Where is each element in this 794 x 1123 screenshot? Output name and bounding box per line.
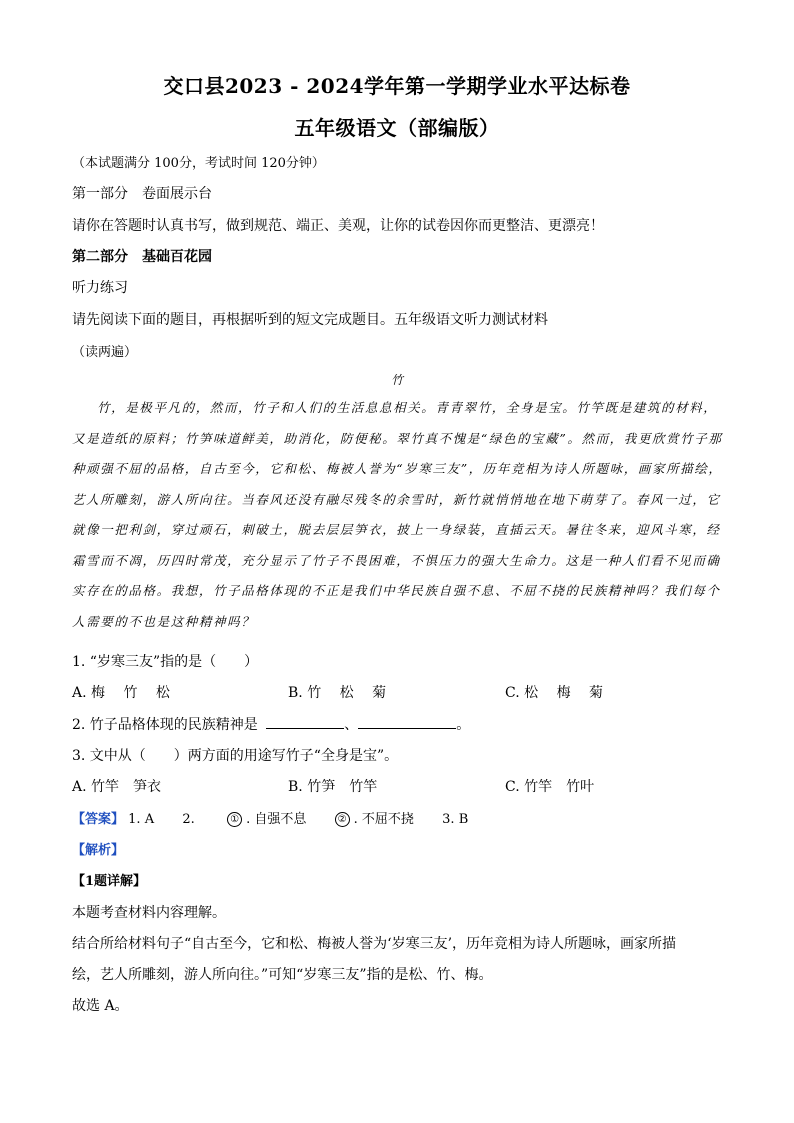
- question-3-option-a: A. 竹竿 笋衣: [72, 779, 162, 795]
- question-2-end: 。: [456, 717, 471, 733]
- part2-title: 第二部分 基础百花园: [72, 249, 212, 265]
- question-2-stem: [72, 714, 470, 734]
- analysis-line-2: 结合所给材料句子“自古至今，它和松、梅被人誉为‘岁寒三友’，历年竞相为诗人所题咏，画家所描: [72, 936, 677, 952]
- passage-line: 艺人所雕刻，游人所向往。当春风还没有融尽残冬的余雪时，新竹就悄悄地在地下萌芽了。春风一过，它: [72, 491, 721, 507]
- question-3-stem: 3. 文中从（ ）两方面的用途写竹子“全身是宝”。: [72, 748, 399, 764]
- passage-line: 就像一把利剑，穿过顽石，刺破土，脱去层层笋衣，披上一身绿装，直插云天。暑往冬来，迎风斗寒，经: [72, 522, 721, 537]
- part1-title: 第一部分 卷面展示台: [72, 186, 212, 202]
- question-1-option-c: C. 松 梅 菊: [505, 685, 604, 701]
- passage-line: 霜雪而不凋，历四时常茂，充分显示了竹子不畏困难，不惧压力的强大生命力。这是一种人们看不见而确: [72, 552, 721, 568]
- question-3-option-b: B. 竹笋 竹竿: [288, 779, 378, 795]
- circled-one-marker: ①: [227, 812, 242, 827]
- listening-title: 听力练习: [72, 280, 128, 296]
- passage-line: 又是造纸的原料；竹笋味道鲜美，助消化，防便秘。翠竹真不愧是“绿色的宝藏”。然而，我更欣赏竹子那: [72, 430, 723, 446]
- read-twice-note: （读两遍）: [72, 345, 138, 360]
- analysis-line-1: 本题考查材料内容理解。: [72, 905, 226, 921]
- circled-two-marker: ②: [335, 812, 350, 827]
- answer-tag: 【答案】: [72, 812, 125, 827]
- answer-3: 3. B: [442, 812, 469, 827]
- question-2-sep: 、: [344, 717, 359, 733]
- exam-info: （本试题满分 100分，考试时间 120分钟）: [72, 156, 325, 171]
- passage-line: 实存在的品格。我想，竹子品格体现的不正是我们中华民族自强不息、不屈不挠的民族精神吗？我们每个: [72, 583, 721, 598]
- passage-line: 人需要的不也是这种精神吗？: [72, 613, 256, 629]
- question-1-stem: 1. “岁寒三友”指的是（ ）: [72, 654, 259, 670]
- answer-blank-2[interactable]: [358, 714, 456, 729]
- analysis-tag: 【解析】: [72, 843, 125, 858]
- question-3-option-c: C. 竹竿 竹叶: [505, 779, 595, 795]
- passage-body: [72, 393, 724, 637]
- passage-line: 竹，是极平凡的，然而，竹子和人们的生活息息相关。青青翠竹，全身是宝。竹竿既是建筑的材料，: [97, 400, 718, 415]
- question-1-detail-title: 【1题详解】: [72, 874, 147, 889]
- analysis-line-3: 绘，艺人所雕刻，游人所向往。”可知“岁寒三友”指的是松、竹、梅。: [72, 967, 493, 983]
- question-2-prefix: 2. 竹子品格体现的民族精神是: [72, 717, 258, 733]
- answer-2-part-2: . 不屈不挠: [353, 812, 414, 827]
- part1-text: 请你在答题时认真书写，做到规范、端正、美观，让你的试卷因你而更整洁、更漂亮！: [72, 218, 604, 234]
- answer-2-number: 2.: [182, 812, 195, 827]
- exam-subtitle: 五年级语文（部编版）: [294, 116, 500, 140]
- listening-instruction: 请先阅读下面的题目，再根据听到的短文完成题目。五年级语文听力测试材料: [72, 312, 548, 328]
- exam-title: 交口县2023 - 2024学年第一学期学业水平达标卷: [163, 74, 631, 98]
- answer-1: 1. A: [128, 812, 155, 827]
- question-1-option-a: A. 梅 竹 松: [72, 685, 170, 701]
- answer-row: [72, 808, 468, 827]
- answer-2-part-1: . 自强不息: [246, 812, 307, 827]
- passage-title: 竹: [390, 373, 403, 387]
- analysis-line-4: 故选 A。: [72, 998, 129, 1014]
- answer-blank-1[interactable]: [266, 714, 344, 729]
- passage-line: 种顽强不屈的品格，自古至今，它和松、梅被人誉为“岁寒三友”，历年竞相为诗人所题咏，画家所描绘，: [72, 461, 723, 476]
- question-1-option-b: B. 竹 松 菊: [288, 685, 387, 701]
